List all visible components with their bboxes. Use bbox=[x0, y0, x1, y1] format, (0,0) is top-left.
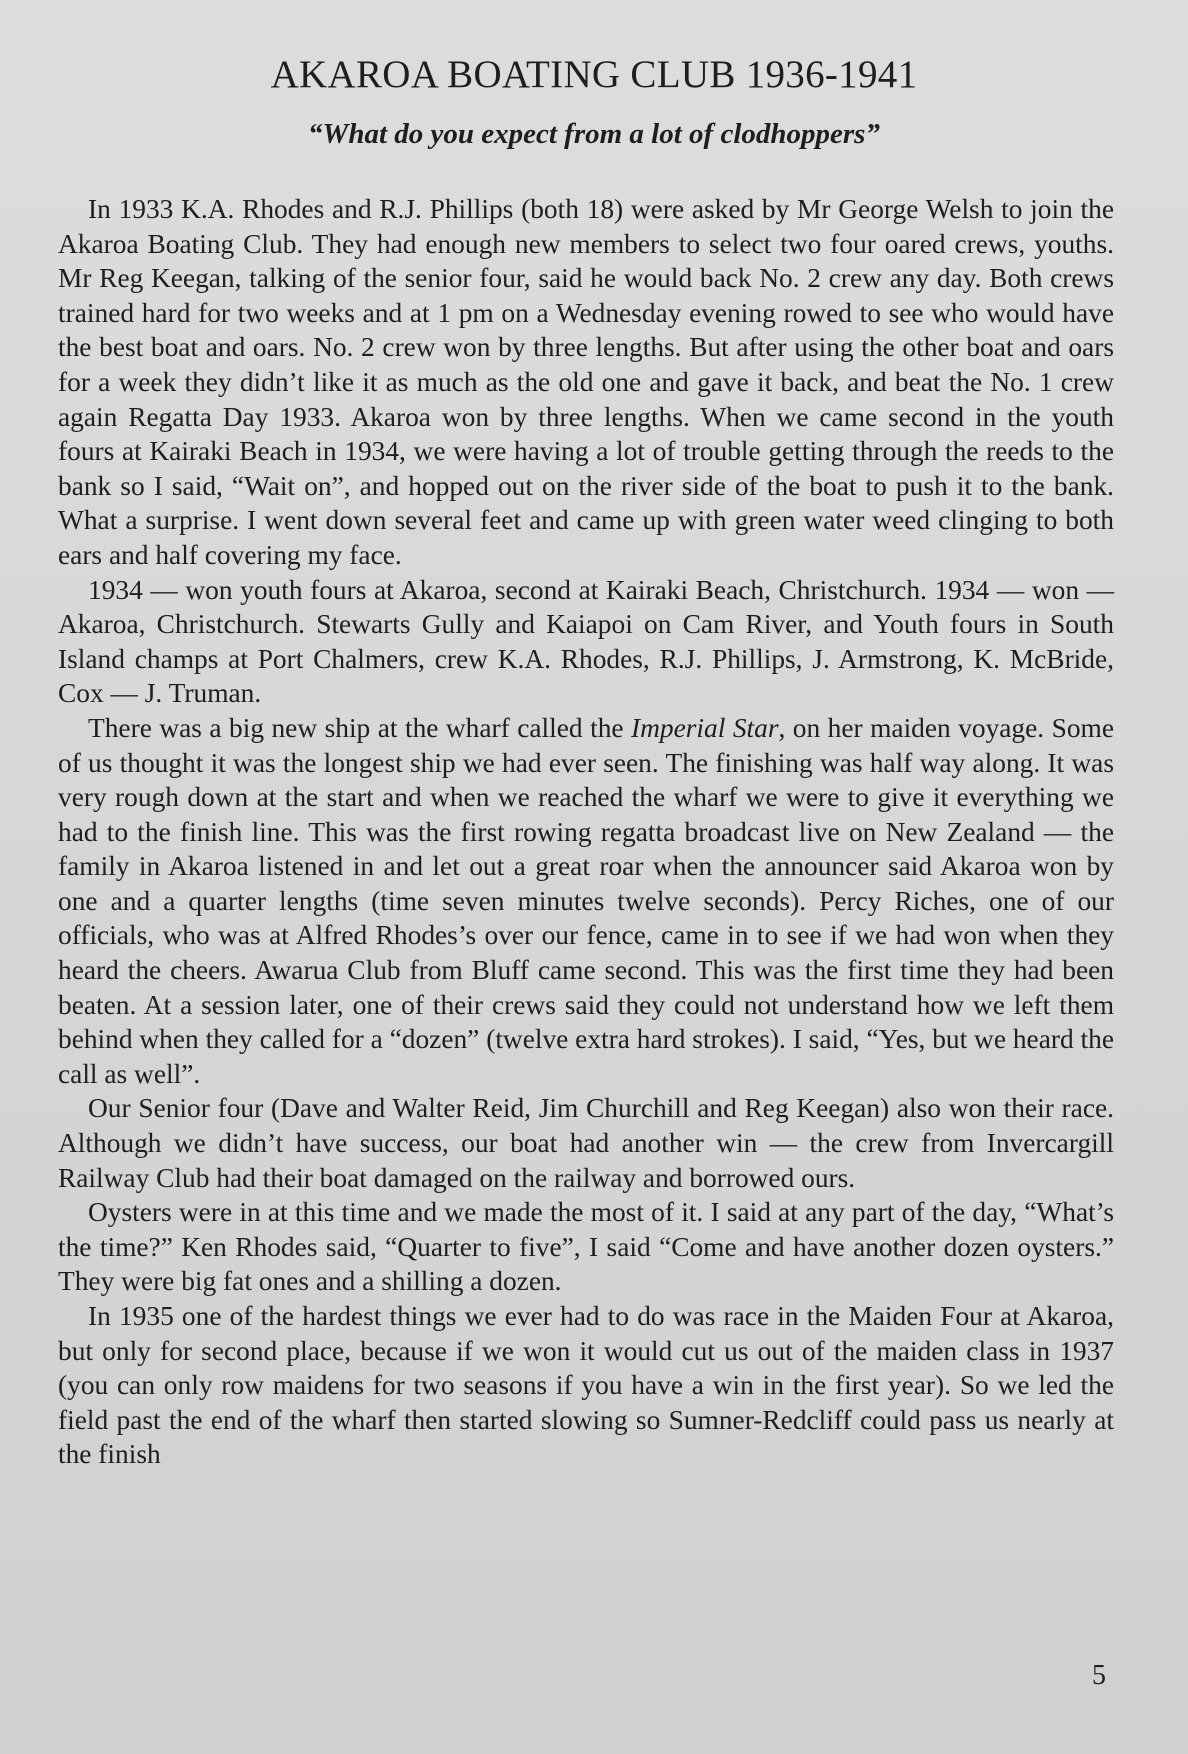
article-body bbox=[58, 192, 1114, 1472]
paragraph-3-start: There was a big new ship at the wharf called the bbox=[88, 712, 632, 743]
paragraph-6: In 1935 one of the hardest things we ever had to do was race in the Maiden Four at Akaroa, but only for second place, because if we won it would cut us out of the maiden class in 1937 (you can only row maidens for two seasons if you have a win in the first year). So we led the field past the end of the wharf then started slowing so Sumner-Redcliff could pass us nearly at the finish bbox=[58, 1301, 1114, 1470]
page-number: 5 bbox=[1092, 1660, 1106, 1691]
ship-name: Imperial Star bbox=[631, 712, 779, 743]
paragraph-2: 1934 — won youth fours at Akaroa, second at Kairaki Beach, Christchurch. 1934 — won — Akaroa, Christchurch. Stewarts Gully and Kaiapoi on Cam River, and Youth fours in South Island champs at Port Chalmers, crew K.A. Rhodes, R.J. Phillips, J. Armstrong, K. McBride, Cox — J. Truman. bbox=[58, 574, 1114, 709]
paragraph-3 bbox=[58, 711, 1114, 1092]
paragraph-4: Our Senior four (Dave and Walter Reid, Jim Churchill and Reg Keegan) also won their race. Although we didn’t have success, our boat had another win — the crew from Invercargill Railway Club had their boat damaged on the railway and borrowed ours. bbox=[58, 1093, 1114, 1193]
paragraph-3-rest: , on her maiden voyage. Some of us thought it was the longest ship we had ever seen. The finishing was half way along. It was very rough down at the start and when we reached the wharf we were to give it everything we had to the finish line. This was the first rowing regatta broadcast live on New Zealand — the family in Akaroa listened in and let out a great roar when the announcer said Akaroa won by one and a quarter lengths (time seven minutes twelve seconds). Percy Riches, one of our officials, who was at Alfred Rhodes’s over our fence, came in to see if we had won when they heard the cheers. Awarua Club from Bluff came second. This was the first time they had been beaten. At a session later, one of their crews said they could not understand how we left them behind when they called for a “dozen” (twelve extra hard strokes). I said, “Yes, but we heard the call as well”. bbox=[58, 712, 1114, 1089]
article-subtitle: “What do you expect from a lot of clodhoppers” bbox=[308, 118, 880, 150]
paragraph-1: In 1933 K.A. Rhodes and R.J. Phillips (both 18) were asked by Mr George Welsh to join the Akaroa Boating Club. They had enough new members to select two four oared crews, youths. Mr Reg Keegan, talking of the senior four, said he would back No. 2 crew any day. Both crews trained hard for two weeks and at 1 pm on a Wednesday evening rowed to see who would have the best boat and oars. No. 2 crew won by three lengths. But after using the other boat and oars for a week they didn’t like it as much as the old one and gave it back, and beat the No. 1 crew again Regatta Day 1933. Akaroa won by three lengths. When we came second in the youth fours at Kairaki Beach in 1934, we were having a lot of trouble getting through the reeds to the bank so I said, “Wait on”, and hopped out on the river side of the boat to push it to the bank. What a surprise. I went down several feet and came up with green water weed clinging to both ears and half covering my face. bbox=[58, 194, 1114, 570]
paragraph-5: Oysters were in at this time and we made the most of it. I said at any part of the day, “What’s the time?” Ken Rhodes said, “Quarter to five”, I said “Come and have another dozen oysters.” They were big fat ones and a shilling a dozen. bbox=[58, 1197, 1114, 1297]
article-title: AKAROA BOATING CLUB 1936-1941 bbox=[270, 53, 918, 96]
